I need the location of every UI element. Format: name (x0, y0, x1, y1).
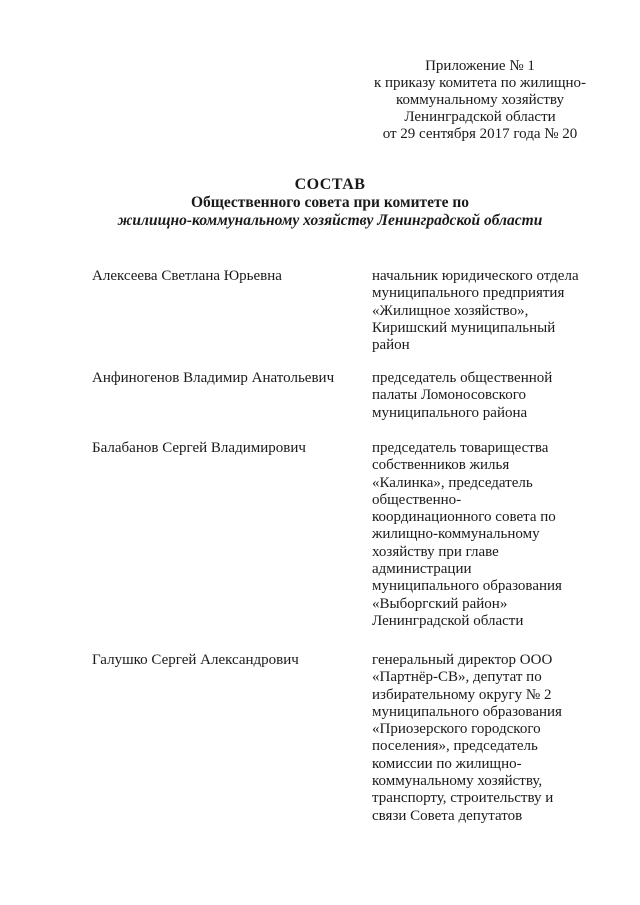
member-row (0, 440, 640, 652)
role-line: «Приозерского городского (372, 721, 541, 738)
member-name: Балабанов Сергей Владимирович (92, 440, 306, 456)
role-line: «Калинка», председатель (372, 474, 533, 491)
member-role (372, 652, 592, 825)
role-line: связи Совета депутатов (372, 807, 523, 824)
role-line: «Выборгский район» (372, 595, 508, 612)
heading-subtitle: жилищно-коммунальному хозяйству Ленинградской области (117, 212, 543, 229)
role-line: председатель товарищества (372, 440, 549, 456)
role-line: «Партнёр-СВ», депутат по (372, 669, 542, 686)
annex-order-line: к приказу комитета по жилищно- (373, 75, 587, 91)
role-line: Ленинградской области (372, 612, 524, 629)
role-line: председатель общественной (372, 370, 553, 386)
role-line: поселения», председатель (372, 738, 538, 755)
role-line: транспорту, строительству и (372, 790, 554, 807)
annex-order-line: коммунальному хозяйству (396, 92, 564, 108)
role-line: муниципального образования (372, 703, 562, 720)
role-line: муниципального района (372, 404, 528, 421)
role-line: Киришский муниципальный (372, 319, 556, 336)
role-line: избирательному округу № 2 (372, 686, 552, 703)
role-line: администрации (372, 561, 472, 578)
member-row (0, 268, 640, 370)
role-line: палаты Ломоносовского (372, 387, 526, 404)
member-name: Галушко Сергей Александрович (92, 652, 299, 668)
role-line: жилищно-коммунальному (372, 526, 540, 543)
role-line: хозяйству при главе (372, 543, 499, 560)
role-line: муниципального образования (372, 578, 562, 595)
annex-block (370, 58, 590, 143)
annex-date: от 29 сентября 2017 года № 20 (382, 126, 578, 142)
role-line: коммунальному хозяйству, (372, 773, 543, 790)
member-role (372, 268, 592, 354)
member-row (0, 652, 640, 852)
member-name: Анфиногенов Владимир Анатольевич (92, 370, 335, 386)
role-line: общественно- (372, 491, 462, 508)
member-row (0, 370, 640, 440)
role-line: муниципального предприятия (372, 285, 565, 302)
document-heading (80, 176, 580, 230)
role-line: «Жилищное хозяйство», (372, 302, 529, 319)
heading-title: СОСТАВ (294, 176, 366, 193)
role-line: начальник юридического отдела (372, 268, 579, 284)
member-name: Алексеева Светлана Юрьевна (92, 268, 282, 284)
role-line: генеральный директор ООО (372, 652, 553, 668)
role-line: собственников жилья (372, 457, 510, 474)
member-role (372, 370, 592, 422)
member-role (372, 440, 592, 630)
role-line: комиссии по жилищно- (372, 755, 522, 772)
annex-number: Приложение № 1 (425, 58, 535, 74)
role-line: район (372, 337, 410, 354)
heading-subtitle: Общественного совета при комитете по (190, 194, 470, 211)
annex-order-line: Ленинградской области (404, 109, 556, 125)
role-line: координационного совета по (372, 509, 556, 526)
members-list (0, 268, 640, 852)
